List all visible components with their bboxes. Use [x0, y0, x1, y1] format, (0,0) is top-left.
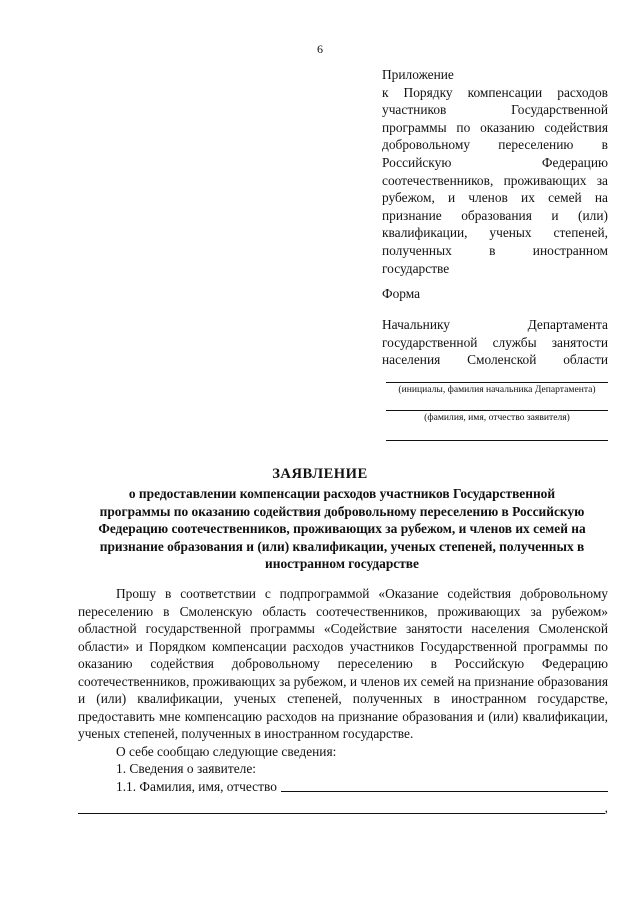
appendix-text: к Порядку компенсации расходов участников Государственной программы по оказанию содействия добровольному переселению в Российскую Федерацию соотечественников, проживающих за рубежом, и членов их семей на признание образования и (или) квалификации, ученых степеней, полученных в иностранном государстве: [382, 84, 608, 276]
document-subtitle: о предоставлении компенсации расходов участников Государственной программы по оказанию содействия добровольному переселению в Российскую Федерацию соотечественников, проживающих за рубежом, и членов их семей на признание образования и (или) квалификации, ученых степеней, полученных в иностранном государстве: [98, 486, 586, 572]
document-title: ЗАЯВЛЕНИЕ: [272, 466, 368, 482]
form-label: Форма: [382, 286, 421, 301]
addressee: Начальнику Департамента государственной службы занятости населения Смоленской области: [382, 317, 608, 368]
full-name-continuation-line[interactable]: [78, 813, 605, 814]
head-name-line[interactable]: [386, 382, 608, 383]
application-body: [78, 585, 608, 817]
head-name-caption: (инициалы, фамилия начальника Департамента): [398, 384, 596, 395]
full-name-continuation-row: [78, 799, 608, 817]
full-name-row: [78, 778, 608, 796]
applicant-name-caption: (фамилия, имя, отчество заявителя): [424, 412, 570, 423]
line-end-comma: ,: [604, 800, 608, 815]
request-paragraph: Прошу в соответствии с подпрограммой «Оказание содействия добровольному переселению в Смоленскую область соотечественников, проживающих за рубежом» областной государственной программы «Содействие занятости населения Смоленской области» и Порядком компенсации расходов участников Государственной программы по оказанию содействия добровольному переселению в Российскую Федерацию соотечественников, проживающих за рубежом, и членов их семей на признание образования и (или) квалификации, ученых степеней, полученных в иностранном государстве, предоставить мне компенсацию расходов на признание образования и (или) квалификации, ученых степеней, полученных в иностранном государстве.: [78, 586, 608, 741]
section-applicant-info: 1. Сведения о заявителе:: [116, 761, 256, 776]
applicant-name-line[interactable]: [386, 410, 608, 411]
full-name-label: 1.1. Фамилия, имя, отчество: [116, 778, 277, 794]
full-name-input-line[interactable]: [281, 791, 608, 792]
intro-line: О себе сообщаю следующие сведения:: [116, 743, 337, 759]
applicant-extra-line[interactable]: [386, 440, 608, 441]
appendix-title: Приложение: [382, 67, 454, 82]
page-number: 6: [317, 42, 323, 56]
appendix-header: [382, 66, 608, 277]
